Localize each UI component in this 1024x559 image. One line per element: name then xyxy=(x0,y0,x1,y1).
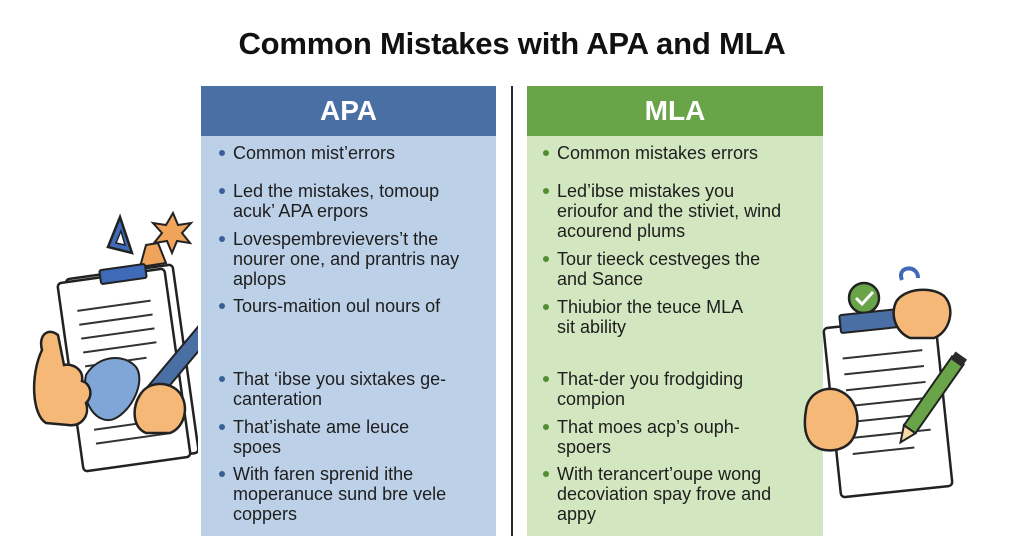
bullet-icon xyxy=(543,376,549,382)
column-divider xyxy=(511,86,513,536)
apa-item: With faren sprenid ithe moperanuce sund bre vele coppers xyxy=(233,464,447,524)
mla-item: Thiubior the teuce MLA sit ability xyxy=(557,297,744,337)
apa-heading: APA xyxy=(201,86,496,136)
bullet-icon xyxy=(219,150,225,156)
apa-item: That ‘ibse you sixtakes ge- canteration xyxy=(233,369,447,409)
bullet-icon xyxy=(543,471,549,477)
clipboard-check-icon xyxy=(800,262,980,502)
mla-item: With terancert’oupe wong decoviation spay frove and appy xyxy=(557,464,772,524)
bullet-icon xyxy=(219,303,225,309)
bullet-icon xyxy=(543,424,549,430)
apa-item: Common mist’errors xyxy=(233,143,396,163)
apa-item: Lovespembrevievers’t the nourer one, and prantris nay aplops xyxy=(233,229,460,289)
bullet-icon xyxy=(543,150,549,156)
clipboard-hand-icon xyxy=(28,205,198,475)
check-icon xyxy=(849,283,879,313)
apa-item: That’ishate ame leuce spoes xyxy=(233,417,410,457)
bullet-icon xyxy=(219,236,225,242)
page-title: Common Mistakes with APA and MLA xyxy=(238,26,786,61)
bullet-icon xyxy=(543,256,549,262)
bullet-icon xyxy=(543,188,549,194)
mla-item: Tour tieeck cestveges the and Sance xyxy=(557,249,761,289)
mla-item: That moes acp’s ouph- spoers xyxy=(557,417,740,457)
mla-item: That-der you frodgiding compion xyxy=(557,369,744,409)
apa-column xyxy=(201,86,496,536)
bullet-icon xyxy=(219,188,225,194)
hand-icon xyxy=(894,290,951,338)
bullet-icon xyxy=(219,424,225,430)
bullet-icon xyxy=(543,304,549,310)
mla-item: Common mistakes errors xyxy=(557,143,759,163)
apa-item: Led the mistakes, tomoup acuk’ APA erpors xyxy=(233,181,440,221)
bullet-icon xyxy=(219,376,225,382)
mla-heading: MLA xyxy=(527,86,823,136)
apa-item: Tours-maition oul nours of xyxy=(233,296,441,316)
mla-column xyxy=(527,86,823,536)
mla-item: Led’ibse mistakes you erioufor and the stiviet, wind acourend plums xyxy=(557,181,782,241)
bullet-icon xyxy=(219,471,225,477)
